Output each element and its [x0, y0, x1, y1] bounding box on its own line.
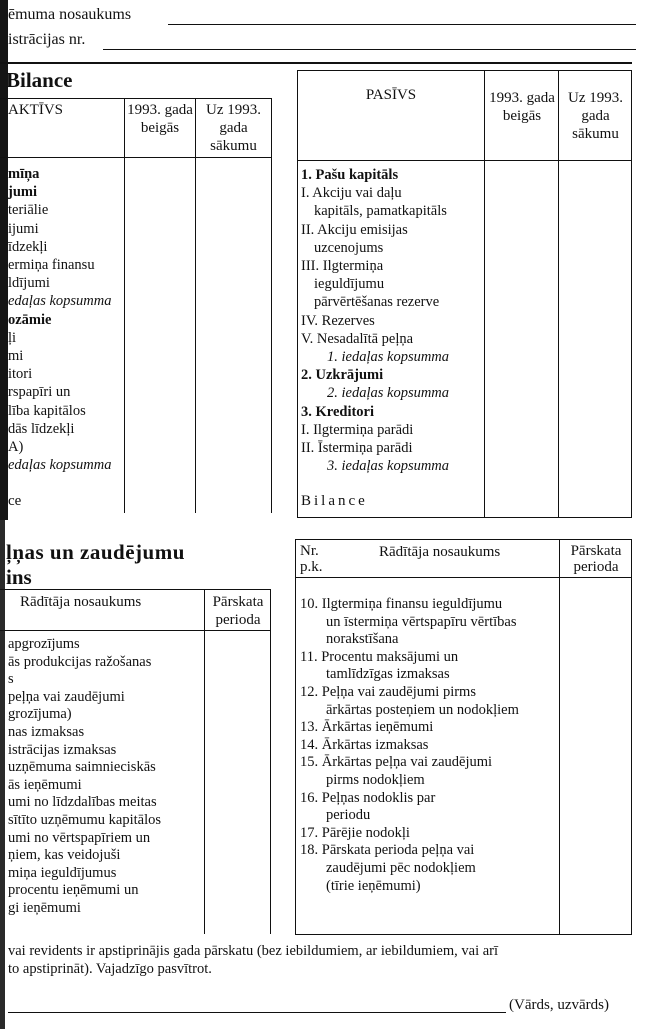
balance-title: Bilance — [6, 68, 73, 92]
pl-right-col-nr: Nr. p.k. — [300, 543, 323, 575]
table-row-label: ermiņa finansu — [8, 257, 95, 274]
registration-label: istrācijas nr. — [8, 31, 86, 48]
table-row-label: ijumi — [8, 220, 39, 237]
pasivs-total-label: Bilance — [301, 493, 368, 509]
pl-left-rows — [8, 636, 161, 918]
aktivs-header-top — [0, 98, 271, 99]
table-row-label: teriālie — [8, 202, 49, 219]
table-row-label: II. Īstermiņa parādi — [301, 440, 413, 457]
table-row-label: procentu ieņēmumi un — [8, 882, 139, 899]
table-row-label: lība kapitālos — [8, 402, 86, 419]
aktivs-header-bottom — [0, 157, 271, 158]
table-row-label: V. Nesadalītā peļņa — [301, 330, 414, 347]
pasivs-col-1993-end: 1993. gada beigās — [489, 90, 555, 124]
table-row-label: periodu — [326, 807, 371, 824]
pasivs-right-border — [631, 70, 632, 518]
table-row-label: ozāmie — [8, 311, 52, 328]
table-row-label: 17. Pārējie nodokļi — [300, 824, 410, 841]
table-row-label: tamlīdzīgas izmaksas — [326, 666, 450, 683]
balance-top-line — [0, 62, 632, 64]
table-row-label: uzcenojums — [314, 239, 384, 256]
table-row-label: 15. Ārkārtas peļņa vai zaudējumi — [300, 754, 493, 771]
pl-left-col-name: Rādītāja nosaukums — [20, 594, 142, 610]
pl-left-top-border — [0, 589, 270, 590]
auditor-statement-line1: vai revidents ir apstiprinājis gada pārskatu (bez iebildumiem, ar iebildumiem, vai arī — [8, 943, 499, 959]
table-row-label: pārvērtēšanas rezerve — [314, 294, 440, 311]
table-row-label: nas izmaksas — [8, 723, 85, 740]
table-row-label: I. Ilgtermiņa parādi — [301, 421, 414, 438]
company-name-label: ēmuma nosaukums — [8, 6, 132, 23]
aktivs-rows — [8, 165, 112, 474]
aktivs-col-sep-1 — [124, 98, 125, 513]
table-row-label: uzņēmuma saimnieciskās — [8, 759, 156, 776]
table-row-label: mi — [8, 348, 24, 365]
table-row-label: kapitāls, pamatkapitāls — [314, 203, 447, 220]
table-row-label: umi no vērtspapīriem un — [8, 829, 151, 846]
table-row-label: ldījumi — [8, 275, 50, 292]
pl-left-col-period: Pārskata perioda — [212, 594, 264, 628]
table-row-label: istrācijas izmaksas — [8, 741, 117, 758]
auditor-statement-line2: to apstiprināt). Vajadzīgo pasvītrot. — [8, 961, 212, 977]
table-row-label: (tīrie ieņēmumi) — [326, 877, 421, 894]
table-row-label: 10. Ilgtermiņa finansu ieguldījumu — [300, 596, 503, 612]
table-row-label: edaļas kopsumma — [8, 293, 112, 310]
aktivs-column-label: AKTĪVS — [8, 102, 63, 118]
table-row-label: apgrozījums — [8, 636, 80, 652]
pasivs-col-sep-2 — [558, 70, 559, 518]
table-row-label: 3. Kreditori — [301, 403, 375, 420]
table-row-label: 13. Ārkārtas ieņēmumi — [300, 719, 434, 736]
table-row-label: 2. Uzkrājumi — [301, 367, 384, 384]
table-row-label: norakstīšana — [326, 631, 399, 648]
table-row-label: III. Ilgtermiņa — [301, 258, 384, 275]
company-name-line — [168, 24, 636, 25]
table-row-label: mīņa — [8, 166, 40, 182]
table-row-label: IV. Rezerves — [301, 312, 375, 329]
table-row-label: gi ieņēmumi — [8, 899, 81, 916]
table-row-label: 18. Pārskata perioda peļņa vai — [300, 842, 475, 859]
profit-loss-title-line1: ļņas un zaudējumu — [6, 540, 185, 564]
table-row-label: pirms nodokļiem — [326, 771, 425, 788]
table-row-label: umi no līdzdalības meitas — [8, 794, 157, 811]
table-row-label: miņa ieguldījumus — [8, 864, 117, 881]
table-row-label: ārkārtas posteņiem un nodokļiem — [326, 701, 519, 718]
table-row-label: I. Akciju vai daļu — [301, 185, 402, 202]
pasivs-col-1993-start: Uz 1993. gada sākumu — [568, 90, 623, 142]
pasivs-col-sep-1 — [484, 70, 485, 518]
table-row-label: A) — [8, 439, 24, 456]
pl-left-header-bottom — [0, 630, 270, 631]
table-row-label: un īstermiņa vērtspapīru vērtības — [326, 613, 517, 630]
table-row-label: ļi — [8, 329, 17, 346]
pl-right-left-border — [295, 539, 296, 935]
aktivs-col-sep-2 — [195, 98, 196, 513]
table-row-label: 14. Ārkārtas izmaksas — [300, 736, 429, 753]
table-row-label: īdzekļi — [8, 238, 48, 255]
table-row-label: ieguldījumu — [314, 276, 385, 293]
table-row-label: 16. Peļņas nodoklis par — [300, 789, 436, 806]
pl-right-rows — [300, 596, 519, 895]
table-row-label: ņiem, kas veidojuši — [8, 847, 121, 864]
pl-left-col-sep — [204, 589, 205, 934]
aktivs-total-label: ce — [8, 493, 22, 509]
aktivs-right-border — [271, 98, 272, 513]
pl-right-bottom-border — [295, 934, 632, 935]
pl-left-right-border — [270, 589, 271, 934]
table-row-label: 1. Pašu kapitāls — [301, 167, 399, 183]
signature-label: (Vārds, uzvārds) — [509, 997, 609, 1013]
table-row-label: s — [8, 671, 14, 688]
table-row-label: edaļas kopsumma — [8, 457, 112, 474]
table-row-label: ās produkcijas ražošanas — [8, 653, 152, 670]
aktivs-col-1993-end: 1993. gada beigās — [127, 102, 193, 136]
pl-right-header-bottom — [295, 577, 632, 578]
pasivs-left-border — [297, 70, 298, 518]
table-row-label: zaudējumi pēc nodokļiem — [326, 859, 476, 876]
table-row-label: sītīto uzņēmumu kapitālos — [8, 811, 162, 828]
table-row-label: ās ieņēmumi — [8, 776, 82, 793]
table-row-label: 11. Procentu maksājumi un — [300, 648, 459, 665]
table-row-label: itori — [8, 366, 33, 383]
table-row-label: rspapīri un — [8, 384, 71, 401]
pasivs-rows — [301, 166, 449, 475]
aktivs-col-1993-start: Uz 1993. gada sākumu — [206, 102, 261, 154]
table-row-label: jumi — [8, 184, 37, 201]
pl-right-top-border — [295, 539, 632, 540]
signature-line — [8, 1012, 506, 1013]
table-row-label: II. Akciju emisijas — [301, 221, 408, 238]
pasivs-bottom-border — [297, 517, 632, 518]
pasivs-top-border — [297, 70, 632, 71]
profit-loss-title-line2: ins — [6, 565, 32, 589]
table-row-label: 2. iedaļas kopsumma — [327, 385, 450, 402]
table-row-label: 3. iedaļas kopsumma — [327, 458, 450, 475]
table-row-label: grozījuma) — [8, 706, 72, 723]
pl-right-col-name: Rādītāja nosaukums — [379, 544, 501, 560]
pasivs-header-bottom — [297, 160, 632, 161]
registration-line — [103, 49, 636, 50]
pasivs-column-label: PASĪVS — [365, 87, 417, 103]
table-row-label: 1. iedaļas kopsumma — [327, 349, 450, 366]
pl-right-col-period: Pārskata perioda — [570, 543, 622, 575]
table-row-label: dās līdzekļi — [8, 420, 75, 437]
table-row-label: peļņa vai zaudējumi — [8, 688, 125, 705]
table-row-label: 12. Peļņa vai zaudējumi pirms — [300, 683, 476, 700]
pl-right-col-sep — [559, 539, 560, 935]
pl-right-right-border — [631, 539, 632, 935]
